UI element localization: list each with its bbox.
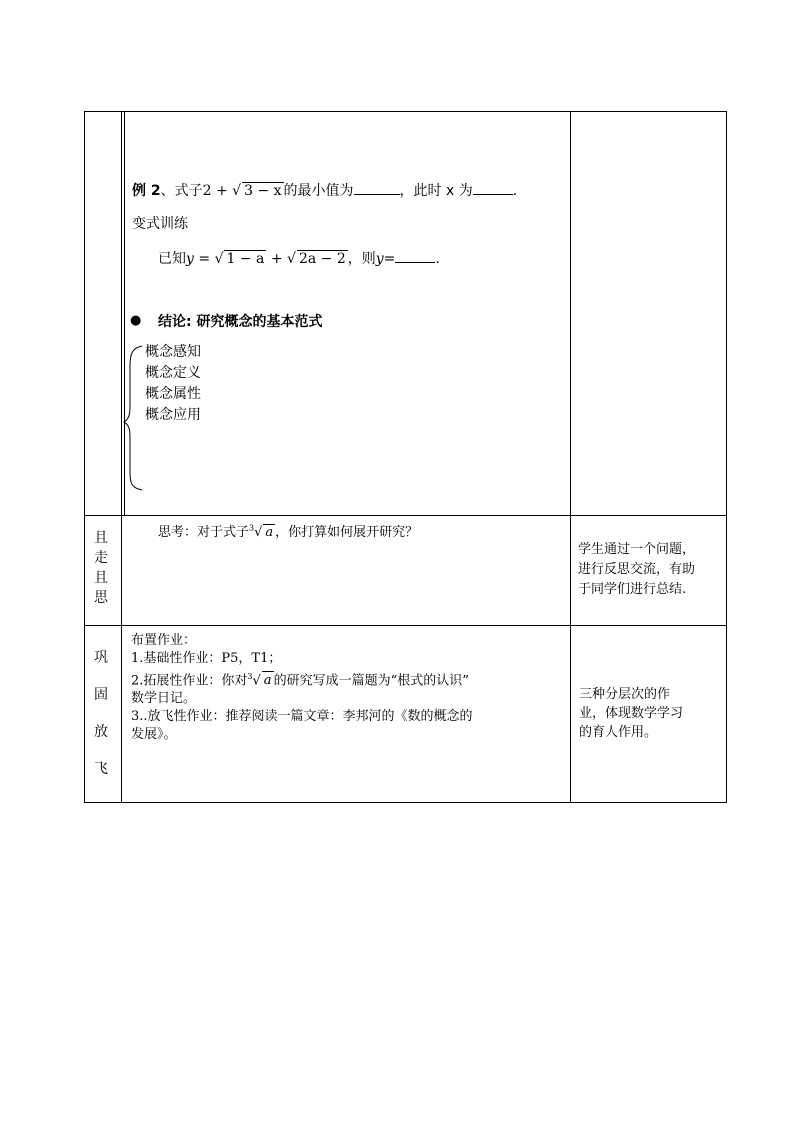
conclusion-text: 结论: 研究概念的基本范式 — [158, 314, 323, 330]
left-brace-icon — [122, 344, 146, 492]
homework-item-cont: 数学日记。 — [131, 691, 197, 707]
concept-list — [145, 342, 201, 426]
example-2-question: 例 2、式子2 + √ 3 − x 的最小值为 ，此时 x 为 . — [132, 183, 518, 199]
row-divider-1 — [84, 515, 727, 516]
homework-item: 2.拓展性作业：你对$^3$√ a 的研究写成一篇题为“根式的认识” — [131, 672, 469, 689]
sqrt-sign: √ — [214, 251, 224, 267]
table-border-right — [726, 111, 727, 803]
table-border-bottom — [84, 802, 727, 803]
table-border-left — [84, 111, 85, 803]
row-divider-2 — [84, 625, 727, 626]
design-note-homework: 三种分层次的作 业，体现数学学习 的育人作用。 — [579, 687, 684, 740]
concept-item: 概念感知 — [145, 344, 201, 360]
sqrt-sign: √ — [287, 251, 296, 267]
variant-training-heading: 变式训练 — [132, 216, 188, 232]
example-label: 例 2 — [132, 183, 161, 199]
stage-label-reflect: 且 走 且 思 — [94, 530, 108, 606]
radicand: 3 − x — [244, 183, 282, 199]
sqrt-sign: √ — [232, 183, 242, 199]
homework-item: 1.基础性作业：P5，T1； — [131, 651, 282, 666]
sqrt-sign: √ — [254, 525, 263, 540]
concept-item: 概念属性 — [145, 386, 201, 402]
homework-title: 布置作业： — [131, 633, 197, 648]
table-border-top — [84, 111, 727, 112]
answer-blank-2 — [473, 182, 513, 195]
sqrt-sign: √ — [252, 673, 261, 689]
think-question: 思考：对于式子$^3$√ a ，你打算如何展开研究？ — [158, 523, 419, 540]
design-note-reflect: 学生通过一个问题， 进行反思交流，有助 于同学们进行总结. — [578, 542, 696, 597]
stage-label-consolidate: 巩 固 放 飞 — [94, 650, 108, 777]
homework-item-cont: 发展》。 — [131, 727, 177, 743]
variant-question: 已知y = √ 1 − a + √ 2a − 2 ，则y= . — [158, 251, 440, 267]
bullet-icon: ● — [130, 313, 142, 328]
homework-assignment — [131, 632, 473, 744]
homework-item: 3..放飞性作业：推荐阅读一篇文章：李邦河的《数的概念的 — [131, 709, 473, 725]
concept-item: 概念定义 — [145, 365, 201, 381]
answer-blank-1 — [354, 182, 400, 195]
column-divider-2 — [570, 111, 571, 803]
concept-item: 概念应用 — [145, 407, 201, 423]
answer-blank-3 — [395, 250, 435, 263]
